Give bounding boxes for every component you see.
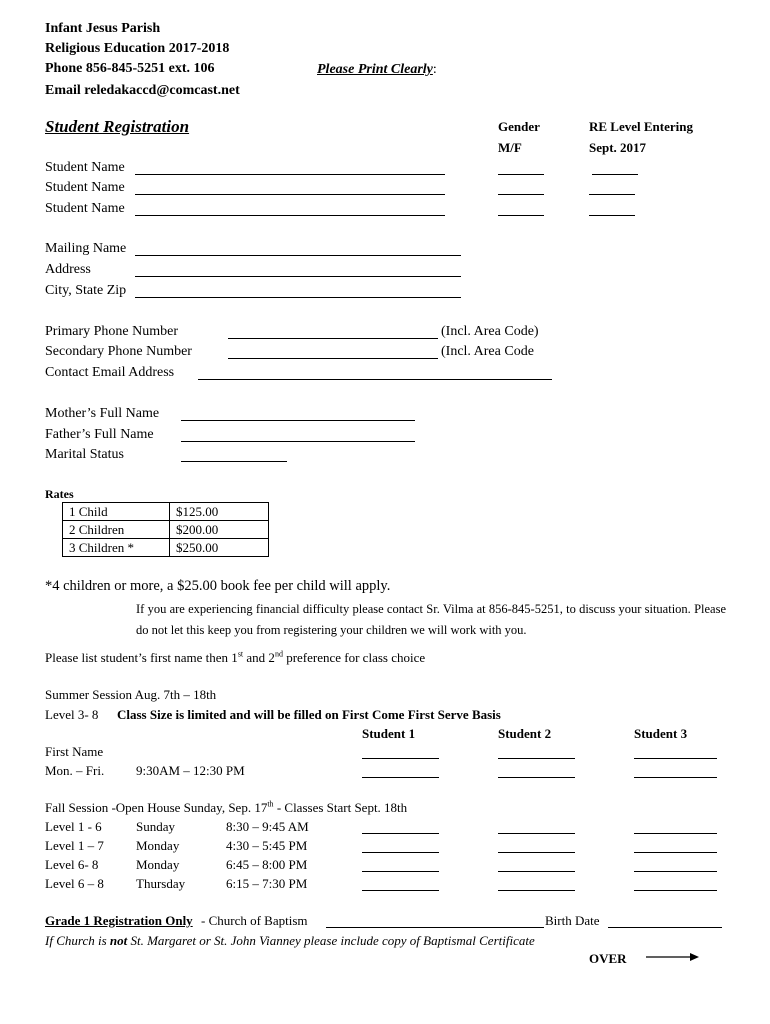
fall-choice-field[interactable] bbox=[362, 833, 439, 834]
re-level-header: RE Level Entering bbox=[589, 119, 693, 134]
primary-phone-field[interactable] bbox=[228, 338, 438, 339]
student-name-label-1: Student Name bbox=[45, 160, 125, 175]
summer-time: 9:30AM – 12:30 PM bbox=[136, 763, 245, 778]
student-1-header: Student 1 bbox=[362, 726, 416, 741]
rate-label: 1 Child bbox=[63, 503, 170, 521]
church-of-baptism-field[interactable] bbox=[326, 927, 544, 928]
mailing-name-field[interactable] bbox=[135, 255, 461, 256]
primary-phone-label: Primary Phone Number bbox=[45, 324, 178, 339]
student-name-label-3: Student Name bbox=[45, 201, 125, 216]
fall-choice-field[interactable] bbox=[498, 890, 575, 891]
gender-header: Gender bbox=[498, 119, 540, 134]
address-field[interactable] bbox=[135, 276, 461, 277]
summer-choice-field-3[interactable] bbox=[634, 777, 717, 778]
fall-level: Level 6 – 8 bbox=[45, 876, 104, 891]
gender-header-mf: M/F bbox=[498, 140, 522, 155]
fall-day: Monday bbox=[136, 857, 180, 872]
fall-choice-field[interactable] bbox=[634, 890, 717, 891]
summer-level: Level 3- 8 bbox=[45, 707, 99, 722]
rates-title: Rates bbox=[45, 487, 74, 501]
mother-name-field[interactable] bbox=[181, 420, 415, 421]
summer-session-title: Summer Session Aug. 7th – 18th bbox=[45, 687, 217, 702]
student-gender-field-3[interactable] bbox=[498, 215, 544, 216]
fall-level: Level 1 - 6 bbox=[45, 819, 102, 834]
financial-hardship-note: If you are experiencing financial difficulty please contact Sr. Vilma at 856-845-5251, to discuss your situation. Please do not let this keep you from registering your children we will work with you. bbox=[136, 602, 726, 637]
father-name-label: Father’s Full Name bbox=[45, 427, 154, 442]
fall-choice-field[interactable] bbox=[498, 833, 575, 834]
student-level-field-3[interactable] bbox=[589, 215, 635, 216]
parish-email: Email reledakaccd@comcast.net bbox=[45, 83, 240, 98]
fall-choice-field[interactable] bbox=[362, 871, 439, 872]
preference-instructions: Please list student’s first name then 1st and 2nd preference for class choice bbox=[45, 649, 426, 665]
fall-time: 6:45 – 8:00 PM bbox=[226, 857, 308, 872]
fall-time: 8:30 – 9:45 AM bbox=[226, 819, 309, 834]
mailing-name-label: Mailing Name bbox=[45, 241, 127, 256]
fall-choice-field[interactable] bbox=[362, 852, 439, 853]
registration-title: Student Registration bbox=[45, 117, 190, 136]
fall-choice-field[interactable] bbox=[498, 871, 575, 872]
rate-price: $250.00 bbox=[170, 539, 269, 557]
secondary-phone-field[interactable] bbox=[228, 358, 438, 359]
fall-choice-field[interactable] bbox=[634, 871, 717, 872]
table-row bbox=[63, 521, 269, 539]
primary-phone-suffix: (Incl. Area Code) bbox=[441, 324, 539, 339]
birth-date-field[interactable] bbox=[608, 927, 722, 928]
table-row bbox=[63, 539, 269, 557]
contact-email-label: Contact Email Address bbox=[45, 365, 175, 380]
student-level-field-2[interactable] bbox=[589, 194, 635, 195]
fall-day: Thursday bbox=[136, 876, 186, 891]
program-title: Religious Education 2017-2018 bbox=[45, 41, 230, 56]
parish-name: Infant Jesus Parish bbox=[45, 21, 161, 36]
summer-choice-field-1[interactable] bbox=[362, 777, 439, 778]
summer-choice-field-2[interactable] bbox=[498, 777, 575, 778]
student-name-field-3[interactable] bbox=[135, 215, 445, 216]
student-name-field-2[interactable] bbox=[135, 194, 445, 195]
summer-first-name-field-2[interactable] bbox=[498, 758, 575, 759]
father-name-field[interactable] bbox=[181, 441, 415, 442]
birth-date-label: Birth Date bbox=[545, 913, 600, 928]
student-gender-field-1[interactable] bbox=[498, 174, 544, 175]
student-name-field-1[interactable] bbox=[135, 174, 445, 175]
secondary-phone-label: Secondary Phone Number bbox=[45, 344, 192, 359]
fall-level: Level 1 – 7 bbox=[45, 838, 104, 853]
marital-status-label: Marital Status bbox=[45, 447, 124, 462]
parish-phone: Phone 856-845-5251 ext. 106 bbox=[45, 61, 215, 76]
student-gender-field-2[interactable] bbox=[498, 194, 544, 195]
secondary-phone-suffix: (Incl. Area Code bbox=[441, 344, 534, 359]
fall-time: 4:30 – 5:45 PM bbox=[226, 838, 308, 853]
rate-label: 2 Children bbox=[63, 521, 170, 539]
marital-status-field[interactable] bbox=[181, 461, 287, 462]
table-row bbox=[63, 503, 269, 521]
right-arrow-icon bbox=[646, 951, 700, 963]
re-level-header-date: Sept. 2017 bbox=[589, 140, 647, 155]
summer-first-name-field-3[interactable] bbox=[634, 758, 717, 759]
grade-1-registration-label: Grade 1 Registration Only bbox=[45, 913, 193, 928]
fall-choice-field[interactable] bbox=[634, 852, 717, 853]
address-label: Address bbox=[45, 262, 91, 277]
fall-level: Level 6- 8 bbox=[45, 857, 99, 872]
fall-choice-field[interactable] bbox=[498, 852, 575, 853]
print-clearly-note: Please Print Clearly: bbox=[317, 62, 437, 77]
fall-day: Monday bbox=[136, 838, 180, 853]
summer-first-name-field-1[interactable] bbox=[362, 758, 439, 759]
student-level-field-1[interactable] bbox=[592, 174, 638, 175]
rate-label: 3 Children * bbox=[63, 539, 170, 557]
fall-choice-field[interactable] bbox=[362, 890, 439, 891]
contact-email-field[interactable] bbox=[198, 379, 552, 380]
summer-days: Mon. – Fri. bbox=[45, 763, 105, 778]
rate-price: $125.00 bbox=[170, 503, 269, 521]
rate-price: $200.00 bbox=[170, 521, 269, 539]
fall-session-title: Fall Session -Open House Sunday, Sep. 17th - Classes Start Sept. 18th bbox=[45, 799, 408, 815]
student-name-label-2: Student Name bbox=[45, 180, 125, 195]
city-state-zip-label: City, State Zip bbox=[45, 283, 127, 298]
fall-time: 6:15 – 7:30 PM bbox=[226, 876, 308, 891]
over-label: OVER bbox=[589, 951, 627, 966]
fall-choice-field[interactable] bbox=[634, 833, 717, 834]
church-of-baptism-label: - Church of Baptism bbox=[201, 913, 308, 928]
class-size-note: Class Size is limited and will be filled on First Come First Serve Basis bbox=[117, 707, 501, 722]
student-3-header: Student 3 bbox=[634, 726, 688, 741]
student-2-header: Student 2 bbox=[498, 726, 552, 741]
baptismal-certificate-note: If Church is not St. Margaret or St. John Vianney please include copy of Baptismal Certificate bbox=[45, 933, 535, 948]
mother-name-label: Mother’s Full Name bbox=[45, 406, 160, 421]
first-name-label: First Name bbox=[45, 744, 104, 759]
fall-day: Sunday bbox=[136, 819, 175, 834]
rates-table bbox=[62, 502, 269, 557]
book-fee-note: *4 children or more, a $25.00 book fee per child will apply. bbox=[45, 578, 391, 594]
city-state-zip-field[interactable] bbox=[135, 297, 461, 298]
